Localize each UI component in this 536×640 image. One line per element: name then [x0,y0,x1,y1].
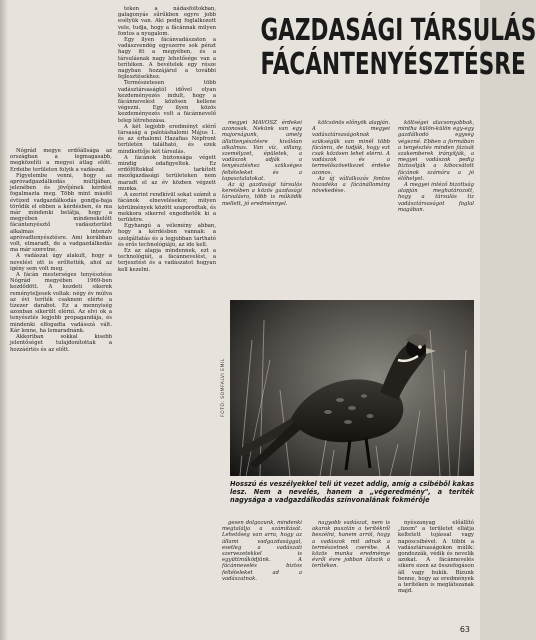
paragraph: Nógrád megye erdőállsága az országban a legmagasabb, megközelíti a megyei átlag előtt. Erdeibe területen folyik a vadászat. [10,148,112,173]
paragraph: Az új vállalkozás fontos hozadéka a fácánállomány növekedése. [312,175,390,195]
paragraph: A fácánok biztonsága végett mindig odafigyeltek. Ez erdőföltokkal tarkított mezőgazdasági területeken nem maradt el az év közben végzett munka. [118,154,216,192]
text-column-2 [118,6,216,626]
paragraph: nagyobb vadászat, nem is akarok pusztán a terítékről beszélni, hanem arról, hogy a vadászok mit adnak a természetnek cserébe. A közös munka eredménye évről évre jobban látszik a terítéken. [312,520,390,570]
paragraph: megyei MAVOSZ érdekei azonosak. Nekünk van egy majorságunk, amely állattenyésztésre kiválóan alkalmas. Van víz, villany, személyzet, épületek, a vadászok adják a tenyésztéshez szükséges feltételeket és a tapasztalatokat. [222,120,302,182]
paragraph: A két legjobb eredményt elérő társaság a palotáshalomi Május 1. és az érhalomi Hazafias Népfront területén található, és ezek mindkettője két társulás. [118,123,216,155]
paragraph: Egyhangú a vélemény abban, hogy a kérdésben vannak: a szolgáltatás és a legjobban tartható és erős technológiájú, az ide kell. [118,223,216,248]
page-number: 63 [459,625,470,634]
paragraph: Természetesen több vadásztársaságtól idővel olyan kezdeményezés indult, hogy a fácánnevelést közösen kellene végezni. Egy ilyen közös kezdeményezés volt a fácánnevelő telep létrehozása. [118,80,216,124]
paragraph: teken a nádasfoltokban, galagonyás sűrűkben egyre jobb esélyük van. Aki pedig foglalkozott vele, tudja, hogy a fácánnak milyen fontos a nyugalom. [118,6,216,37]
paragraph: A szerint rendkívül sokat számít a fácánok elnevelésekor, milyen körülmények között szaporodtak, és mekkora sikerrel engedhetők ki a területre. [118,192,216,223]
paragraph: költségei alacsonyabbak, mintha külön-külön egy-egy gazdálkodó egység végezné. Ebben a formában a tenyésztés minden fázisát szakemberek irányítják, a megyei vadászok pedig biztosítják a kibocsátott fácánok számára a jó élőhelyet. [398,120,474,182]
paragraph: Az új gazdasági társulás keretében a közös gazdasági társulásra, több is működik mellett, jó eredménnyel. [222,182,302,207]
text-column-4-top [312,120,390,294]
paragraph: nyészanyag előállító „üzem" a területet ellátja keltetett tojással vagy naposcsibével. A többi a vadásztársaságokon múlik: gondozzák, védik és nevelik azokat. A fácánnevelés sikere ezen az összefogáson áll vagy bukik. Bízunk benne, hogy az eredmények a terítéken is meglátszanak majd. [398,520,474,595]
paragraph: Egy ilyen fácánvadászaton a vadászvendég egyszerre sok pénzt hagy itt a megyében, és a társulásnak nagy lehetősége van a terítéken. A bevételek egy része nagyban hozzájárul a további fejlesztésekhez. [118,37,216,81]
pheasant-photo [230,300,474,476]
paragraph: A megyei intéző bizottság alapján meghatározott, hogy a társulás tíz vadásztársaságot foglal magában. [398,182,474,213]
article-title-line-1: GAZDASÁGI TÁRSULÁS [260,13,536,48]
paragraph: Ez az alapja mindennek, ezt a technológiát, a fácánnevelést, a terjesztést és a vadászatot hogyan kell kezelni. [118,247,216,273]
text-column-1 [10,148,112,626]
photo-caption: Hosszú és veszélyekkel teli út vezet addig, amíg a csibéből kakas lesz. Nem a nevelés, hanem a „végeredmény", a teríték nagysága a vadgazdálkodás színvonalának fokmérője [230,480,474,504]
text-column-3-bottom [222,520,302,626]
text-column-3-top [222,120,302,294]
paragraph: A fácán mesterséges tenyésztése Nógrád megyében 1969-ben kezdődött. A kezdeti sikerek reményteljesek voltak: négy év múlva az évi teríték csaknem elérte a tízezer darabot. Ez a mennyiség azonban sikerült elérni. Az elvi ok a tenyésztés legjobb propagandája, és mindenki elfogadta vadásszá vált. Kár lenne, ha lemaradnánk. [10,272,112,334]
text-column-5-top [398,120,474,294]
article-title [260,13,536,82]
paragraph: gesen dolgozunk, mindenki megtalálja a számítását. Lehetőség van arra, hogy az állami vadgazdasággal, esetleg a vadászati szervezetekkel is együttműködjünk. A fácánnevelés biztos feltételeket ad a vadászatnak. [222,520,302,582]
paragraph: A vadászat úgy alakult, hogy a nevelést ott is erőltették, ahol az igény sem volt meg. [10,253,112,272]
text-column-5-bottom [398,520,474,626]
paragraph: Akkoriban sokkal kisebb jelentőséget tulajdonítottak a hozzáértés és az előtt. [10,334,112,353]
paragraph: kölcsönös előnyök alapján. A megyei vadásztársaságoknak szükségük van minél több fácánra, de tudják, hogy ezt csak közösen lehet elérni. A vadászok és a termelőszövetkezet érdeke azonos. [312,120,390,176]
photo-credit: FOTÓ: SOMFALVI EMIL [221,358,226,418]
article-title-line-2: FÁCÁNTENYÉSZTÉSRE [260,47,526,82]
page-gutter-shadow [0,0,8,640]
text-column-4-bottom [312,520,390,626]
paragraph: Figyelembe venni, hogy az apróvadgazdálkodás múltjában, jelenében és jövőjének kérdést fogalmazta meg. Több mint másfél évtized vadgazdálkodás gondja-baja törődik el ebben a kérdésben, és ma már mindenki belátja, hogy a megyében mindenekelőtt fácántenyésztő vadászterület alkalmas intenzív apróvadtenyésztésre. Ami korábban volt, elmaradt, de a vadgazdálkodás ma már szeretne. [10,172,112,254]
